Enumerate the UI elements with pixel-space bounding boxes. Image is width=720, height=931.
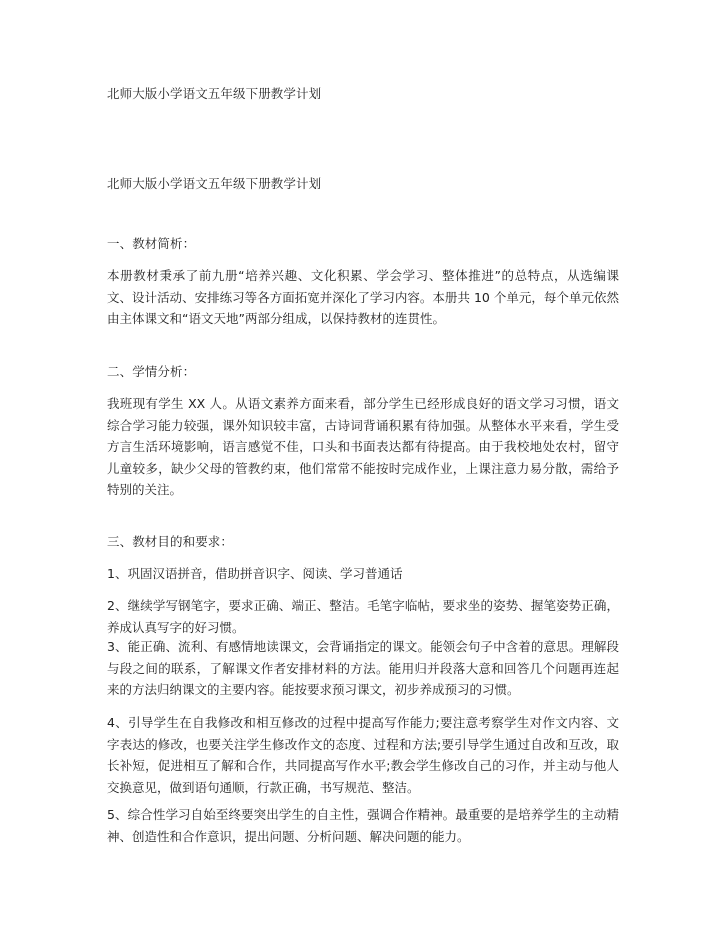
section-heading-objectives: 三、教材目的和要求： [107,534,234,549]
objective-item: 3、能正确、流利、有感情地读课文，会背诵指定的课文。能领会句子中含着的意思。理解段与段之间的联系，了解课文作者安排材料的方法。能用归并段落大意和回答几个问题再连起来的方法归纳课文的主要内容。能按要求预习课文，初步养成预习的习惯。 [107,639,619,697]
section-heading-student-analysis: 二、学情分析： [107,364,196,379]
section-paragraph-textbook-analysis: 本册教材秉承了前九册“培养兴趣、文化积累、学会学习、整体推进”的总特点，从选编课文、设计活动、安排练习等各方面拓宽并深化了学习内容。本册共 10 个单元，每个单元依然由主体课文和“语文天地”两部分组成，以保持教材的连贯性。 [107,268,619,326]
section-paragraph-student-analysis: 我班现有学生 XX 人。从语文素养方面来看，部分学生已经形成良好的语文学习习惯，语文综合学习能力较强，课外知识较丰富，古诗词背诵积累有待加强。从整体水平来看，学生受方言生活环境影响，语言感觉不佳，口头和书面表达都有待提高。由于我校地处农村，留守儿童较多，缺少父母的管教约束，他们常常不能按时完成作业，上课注意力易分散，需给予特别的关注。 [107,396,619,497]
section-heading-textbook-analysis: 一、教材简析： [107,236,196,251]
objective-item: 5、综合性学习自始至终要突出学生的自主性，强调合作精神。最重要的是培养学生的主动精神、创造性和合作意识，提出问题、分析问题、解决问题的能力。 [107,807,619,844]
document-title: 北师大版小学语文五年级下册教学计划 [107,176,322,191]
page-header-title: 北师大版小学语文五年级下册教学计划 [107,86,322,101]
objective-item: 2、继续学写钢笔字，要求正确、端正、整洁。毛笔字临帖，要求坐的姿势、握笔姿势正确，养成认真写字的好习惯。 [107,598,619,635]
objective-item: 4、引导学生在自我修改和相互修改的过程中提高写作能力;要注意考察学生对作文内容、文字表达的修改，也要关注学生修改作文的态度、过程和方法;要引导学生通过自改和互改，取长补短，促进相互了解和合作，共同提高写作水平;教会学生修改自己的习作，并主动与他人交换意见，做到语句通顺，行款正确，书写规范、整洁。 [107,715,619,795]
objective-item: 1、巩固汉语拼音，借助拼音识字、阅读、学习普通话 [107,566,403,581]
